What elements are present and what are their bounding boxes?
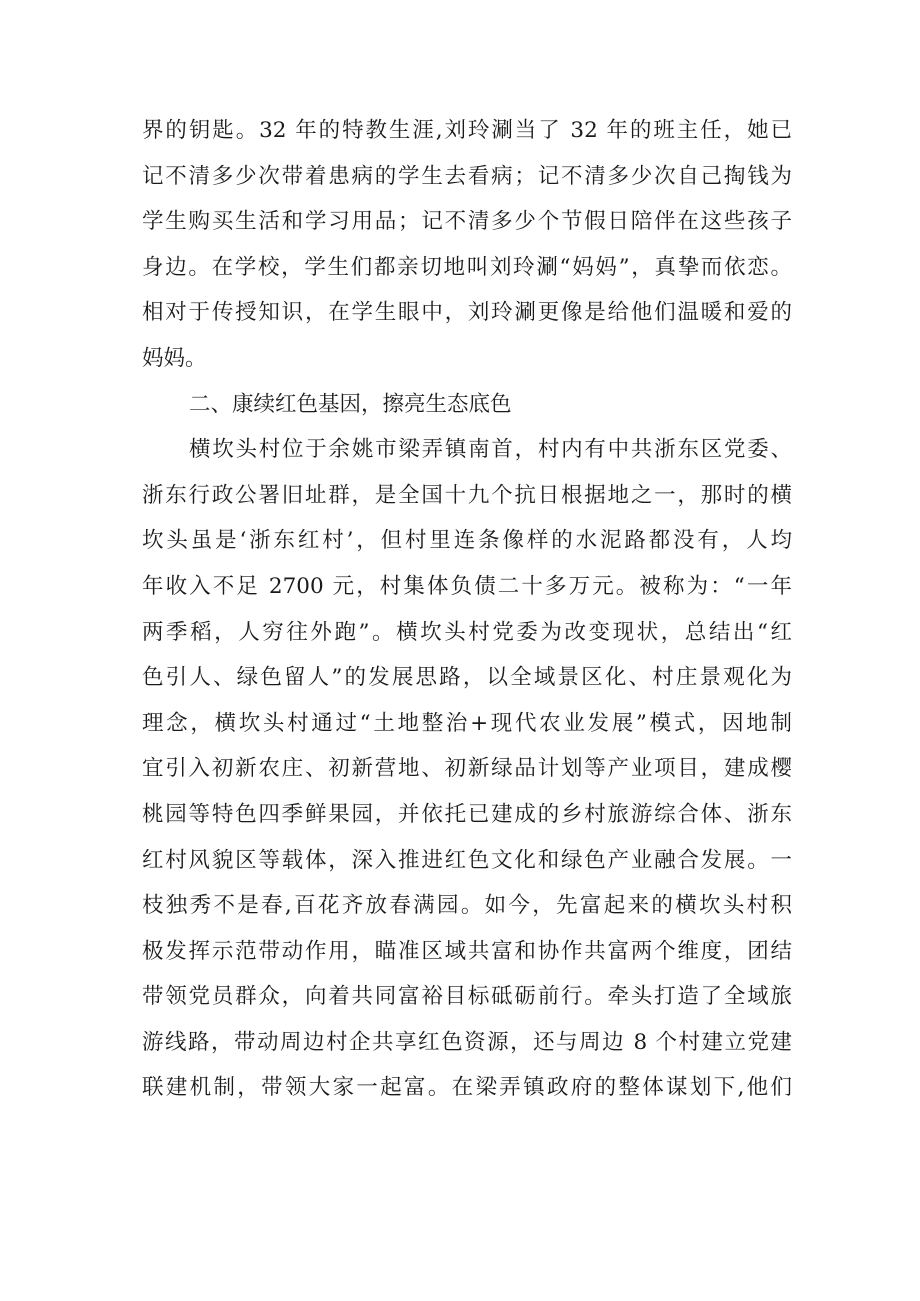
paragraph-line: 相对于传授知识，在学生眼中，刘玲涮更像是给他们温暖和爱的 (142, 300, 792, 326)
paragraph-village (142, 427, 792, 1111)
paragraph-line: 坎头虽是‘浙东红村’，但村里连条像样的水泥路都没有，人均 (142, 528, 792, 554)
paragraph-line: 界的钥匙。32 年的特教生涯,刘玲涮当了 32 年的班主任，她已 (142, 118, 792, 143)
paragraph-line: 游线路，带动周边村企共享红色资源，还与周边 8 个村建立党建 (142, 1029, 792, 1055)
paragraph-line: 极发挥示范带动作用，瞄准区域共富和协作共富两个维度，团结 (142, 938, 792, 964)
paragraph-line: 两季稻，人穷往外跑”。横坎头村党委为改变现状，总结出“红 (142, 619, 792, 645)
section-heading: 二、康续红色基因，擦亮生态底色 (189, 391, 512, 417)
paragraph-line: 桃园等特色四季鲜果园，并依托已建成的乡村旅游综合体、浙东 (142, 801, 792, 827)
paragraph-line: 身边。在学校，学生们都亲切地叫刘玲涮“妈妈”，真挚而依恋。 (142, 254, 792, 280)
paragraph-line: 学生购买生活和学习用品；记不清多少个节假日陪伴在这些孩子 (142, 209, 792, 235)
paragraph-line: 浙东行政公署旧址群，是全国十九个抗日根据地之一，那时的横 (142, 482, 792, 508)
paragraph-line: 联建机制，带领大家一起富。在梁弄镇政府的整体谋划下,他们 (142, 1075, 792, 1101)
paragraph-continued (142, 108, 792, 382)
paragraph-line: 年收入不足 2700 元，村集体负债二十多万元。被称为：“一年 (142, 573, 792, 599)
paragraph-line: 枝独秀不是春,百花齐放春满园。如今，先富起来的横坎头村积 (142, 893, 792, 919)
paragraph-line: 红村风貌区等载体，深入推进红色文化和绿色产业融合发展。一 (142, 847, 792, 873)
paragraph-line: 色引人、绿色留人”的发展思路，以全域景区化、村庄景观化为 (142, 665, 792, 691)
paragraph-line: 妈妈。 (142, 345, 207, 371)
paragraph-line: 带领党员群众，向着共同富裕目标砥砺前行。牵头打造了全域旅 (142, 984, 792, 1010)
paragraph-line: 宜引入初新农庄、初新营地、初新绿品计划等产业项目，建成樱 (142, 756, 792, 782)
paragraph-line: 理念，横坎头村通过“土地整治+现代农业发展”模式，因地制 (142, 710, 792, 736)
paragraph-line: 横坎头村位于余姚市梁弄镇南首，村内有中共浙东区党委、 (189, 437, 792, 463)
paragraph-line: 记不清多少次带着患病的学生去看病；记不清多少次自己掏钱为 (142, 163, 792, 189)
document-body (142, 108, 792, 1111)
